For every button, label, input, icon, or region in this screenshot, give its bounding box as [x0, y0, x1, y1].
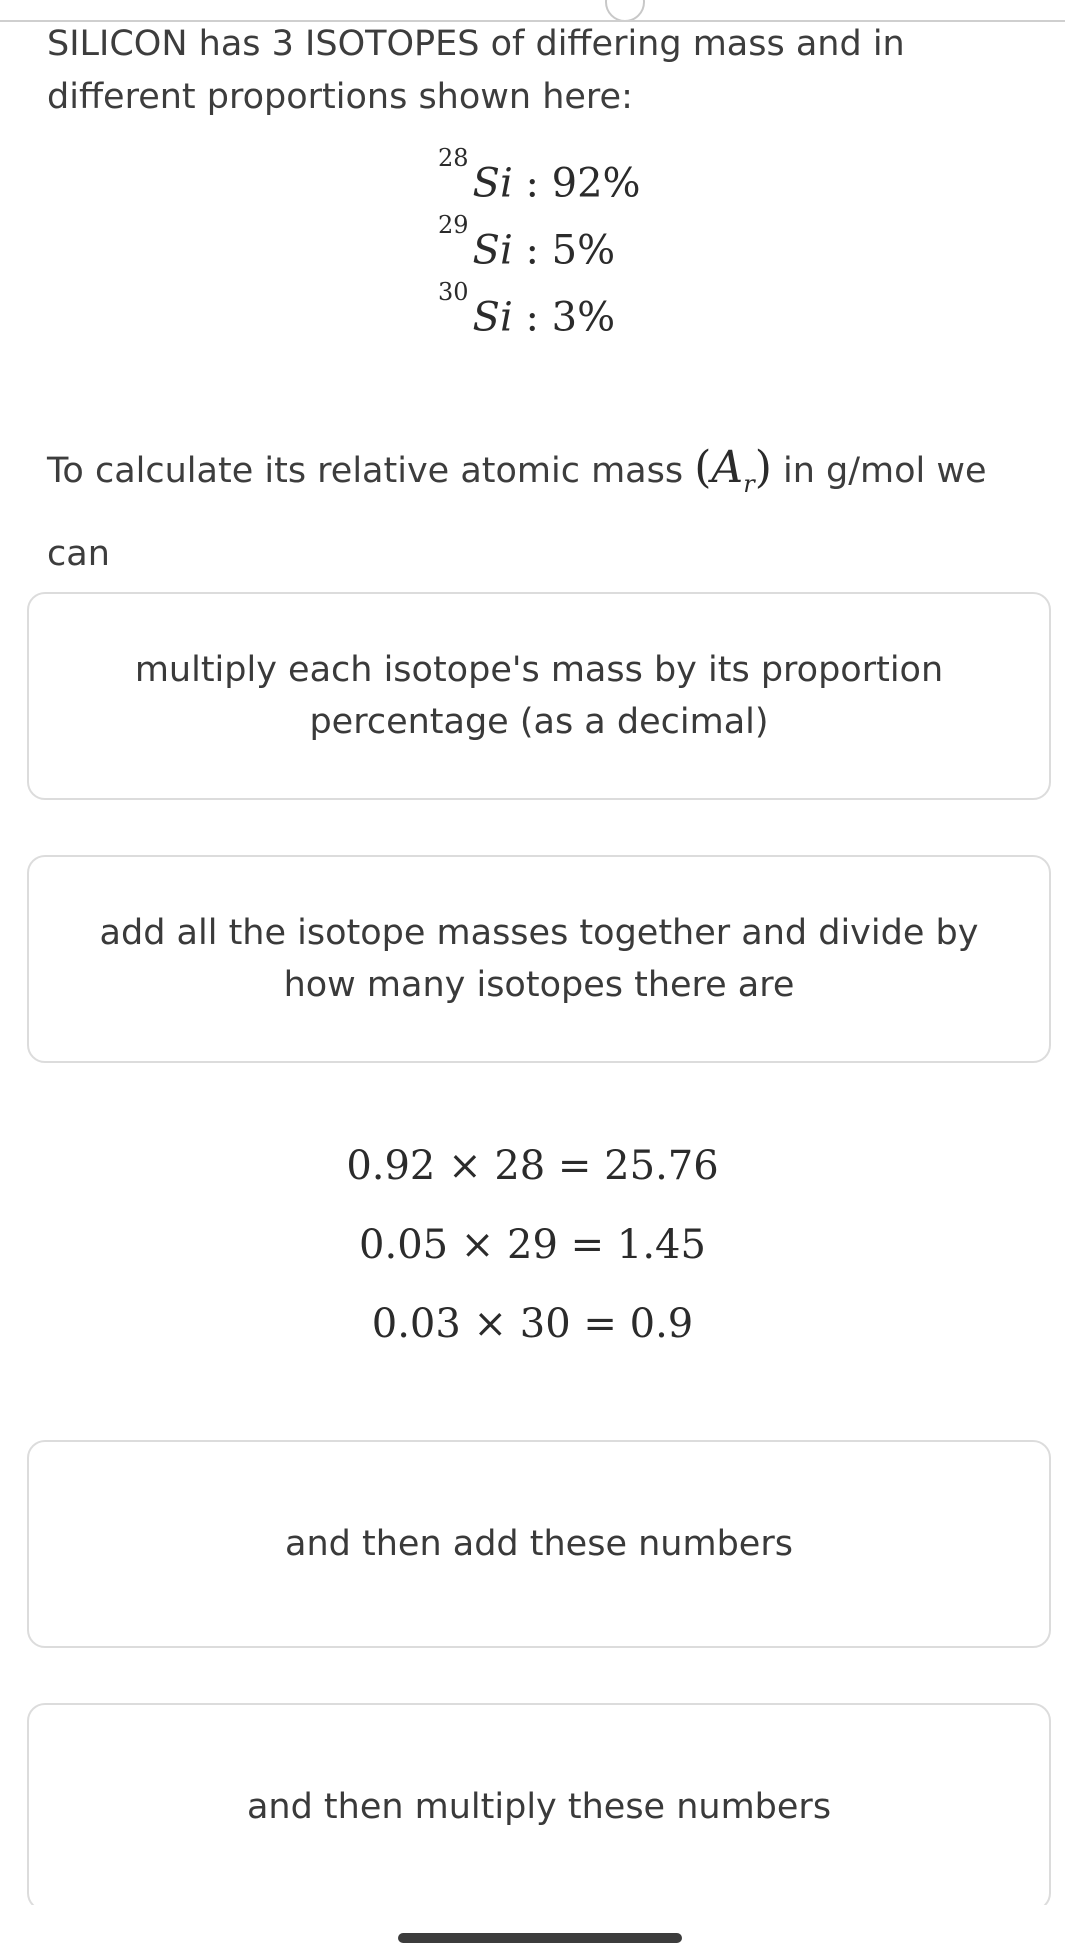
element-symbol: Si — [472, 227, 513, 274]
isotope-proportion: 5% — [551, 227, 616, 274]
answer-option-multiply-numbers[interactable] — [27, 1703, 1051, 1911]
option-label: add all the isotope masses together and divide by how many isotopes there are — [99, 913, 979, 1005]
isotope-row: $^{29}$Si : 5% — [438, 211, 616, 274]
home-indicator[interactable] — [398, 1933, 682, 1943]
answer-option-multiply-by-proportion[interactable] — [27, 592, 1051, 800]
isotope-row: $^{28}$Si : 92% — [438, 144, 641, 207]
element-symbol: Si — [472, 160, 513, 207]
relative-atomic-mass-symbol: $(A_r)$ — [694, 442, 772, 498]
isotope-mass-number: 28 — [438, 144, 469, 172]
option-label: multiply each isotope's mass by its proportion percentage (as a decimal) — [134, 650, 944, 742]
element-symbol: Si — [472, 294, 513, 341]
isotope-row: $^{30}$Si : 3% — [438, 278, 616, 341]
answer-option-average-masses[interactable] — [27, 855, 1051, 1063]
isotope-proportion: 3% — [551, 294, 616, 341]
question-lead: To calculate its relative atomic mass — [47, 451, 684, 491]
option-label: and then multiply these numbers — [246, 1787, 832, 1827]
question-tail: in g/mol we can — [47, 451, 987, 574]
intro-text: SILICON has 3 ISOTOPES of differing mass and in different proportions shown here: — [47, 24, 905, 117]
isotope-mass-number: 30 — [438, 278, 469, 306]
question-text — [47, 433, 1027, 589]
isotope-proportion: 92% — [551, 160, 641, 207]
option-label: and then add these numbers — [285, 1524, 793, 1564]
isotope-mass-number: 29 — [438, 211, 469, 239]
calculation-line: 0.05 × 29 = 1.45 — [359, 1222, 706, 1268]
bottom-safe-area — [0, 1905, 1065, 1958]
calculation-line: 0.92 × 28 = 25.76 — [346, 1143, 719, 1189]
calculation-line: 0.03 × 30 = 0.9 — [371, 1301, 694, 1347]
answer-option-add-numbers[interactable] — [27, 1440, 1051, 1648]
